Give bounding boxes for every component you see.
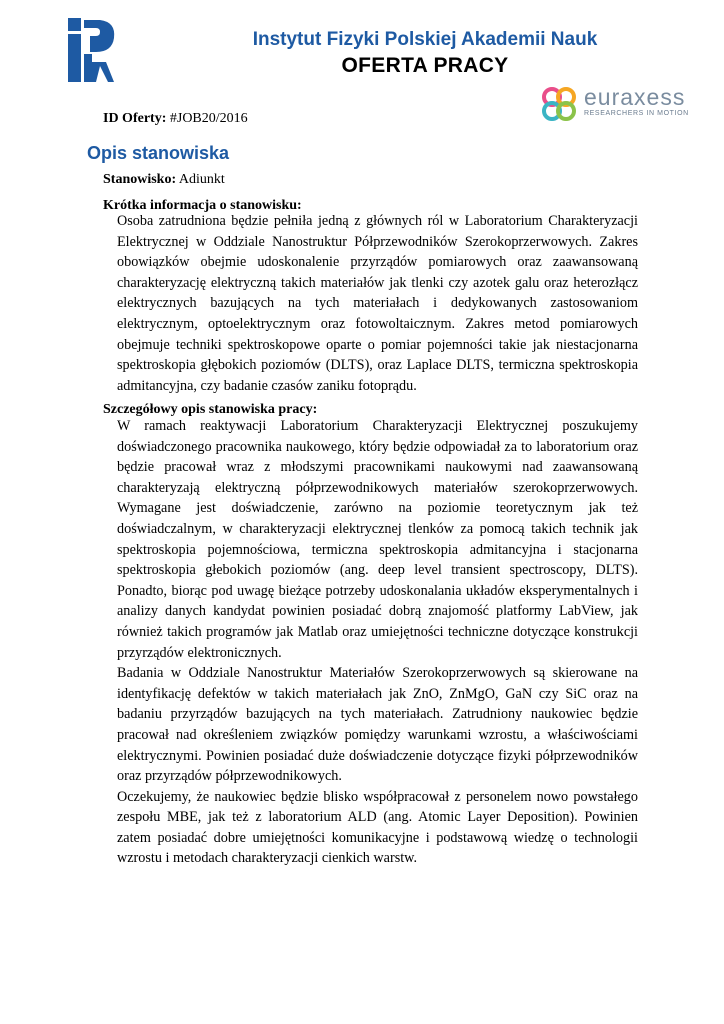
position-label: Stanowisko: — [103, 172, 177, 187]
position-value: Adiunkt — [178, 172, 225, 187]
position-field — [103, 172, 225, 188]
euraxess-rings-icon — [540, 84, 584, 124]
detailed-text — [117, 416, 638, 869]
offer-id — [103, 111, 248, 127]
euraxess-tagline: RESEARCHERS IN MOTION — [584, 110, 689, 117]
short-info-paragraph: Osoba zatrudniona będzie pełniła jedną z głównych ról w Laboratorium Charakteryzacji Elektrycznej w Oddziale Nanostruktur Półprzewodników Szerokoprzerwowych. Zakres obowiązków obejmie udoskonalenie przyrządów pomiarowych oraz zaawansowaną charakteryzację elektryczną takich materiałów jak tlenki czy azotek galu oraz heterozłącz elektrycznych bazujących na tych materiałach i dedykowanych zastosowaniom elektrycznym, optoelektrycznym oraz fotowoltaicznym. Zakres metod pomiarowych obejmuje techniki spektroskopowe oparte o pomiar pojemności takie jak niestacjonarna spektroskopia głębokich poziomów (DLTS), oraz Laplace DLTS, termiczna spektroskopia admitancyjna, czy badanie czasów zaniku fotoprądu. — [117, 213, 638, 394]
header — [230, 28, 620, 80]
short-info-text — [117, 211, 638, 396]
offer-id-value: #JOB20/2016 — [169, 111, 248, 126]
ifpan-logo — [62, 18, 118, 88]
institute-name: Instytut Fizyki Polskiej Akademii Nauk — [252, 29, 598, 50]
offer-title: OFERTA PRACY — [341, 54, 509, 77]
offer-id-label: ID Oferty: — [103, 111, 167, 126]
detailed-label: Szczegółowy opis stanowiska pracy: — [103, 402, 318, 417]
detailed-paragraph-3: Oczekujemy, że naukowiec będzie blisko współpracował z personelem nowo powstałego zespołu MBE, jak też z laboratorium ALD (ang. Atomic Layer Deposition). Powinien zatem posiadać dobre umiejętności komunikacyjne i podstawową wiedzę o technologii wzrostu i metodach charakteryzacji cienkich warstw. — [117, 788, 638, 867]
euraxess-wordmark: euraxess — [584, 84, 686, 110]
detailed-paragraph-1: W ramach reaktywacji Laboratorium Charakteryzacji Elektrycznej poszukujemy doświadczonego pracownika naukowego, który będzie odpowiadał za to laboratorium oraz będzie pracował wraz z młodszymi pracownikami naukowymi nad zaawansowaną charakteryzają elektryczną półprzewodnikowych materiałów szerokoprzerwowych. Wymagane jest doświadczenie, zarówno na poziomie teoretycznym jak też doświadczalnym, w charakteryzacji elektrycznej tlenków za pomocą takich technik jak spektroskopia pojemnościowa, termiczna spektroskopia admitancyjna i stacjonarna spektroskopia głebokich poziomów (ang. deep level transient spectroscopy, DLTS). Ponadto, biorąc pod uwagę bieżące potrzeby udoskonalania układów eksperymentalnych i analizy danych kandydat powinien posiadać dobrą znajomość platformy LabView, jak również takich programów jak Matlab oraz umiejętności techniczne dotyczące konstrukcji przyrządów elektronicznych. — [117, 418, 638, 661]
short-info-label: Krótka informacja o stanowisku: — [103, 198, 302, 213]
euraxess-logo — [540, 82, 690, 130]
detailed-paragraph-2: Badania w Oddziale Nanostruktur Materiałów Szerokoprzerwowych są skierowane na identyfikację defektów w takich materiałach jak ZnO, ZnMgO, GaN czy SiC oraz na badaniu przyrządów bazujących na tych materiałach. Zatrudniony naukowiec będzie pracował nad określeniem związków pomiędzy warunkami wzrostu, a właściwościami elektrycznymi. Powinien posiadać duże doświadczenie dotyczące fizyki półprzewodników oraz przyrządów półprzewodnikowych. — [117, 665, 638, 785]
section-title: Opis stanowiska — [87, 143, 230, 163]
